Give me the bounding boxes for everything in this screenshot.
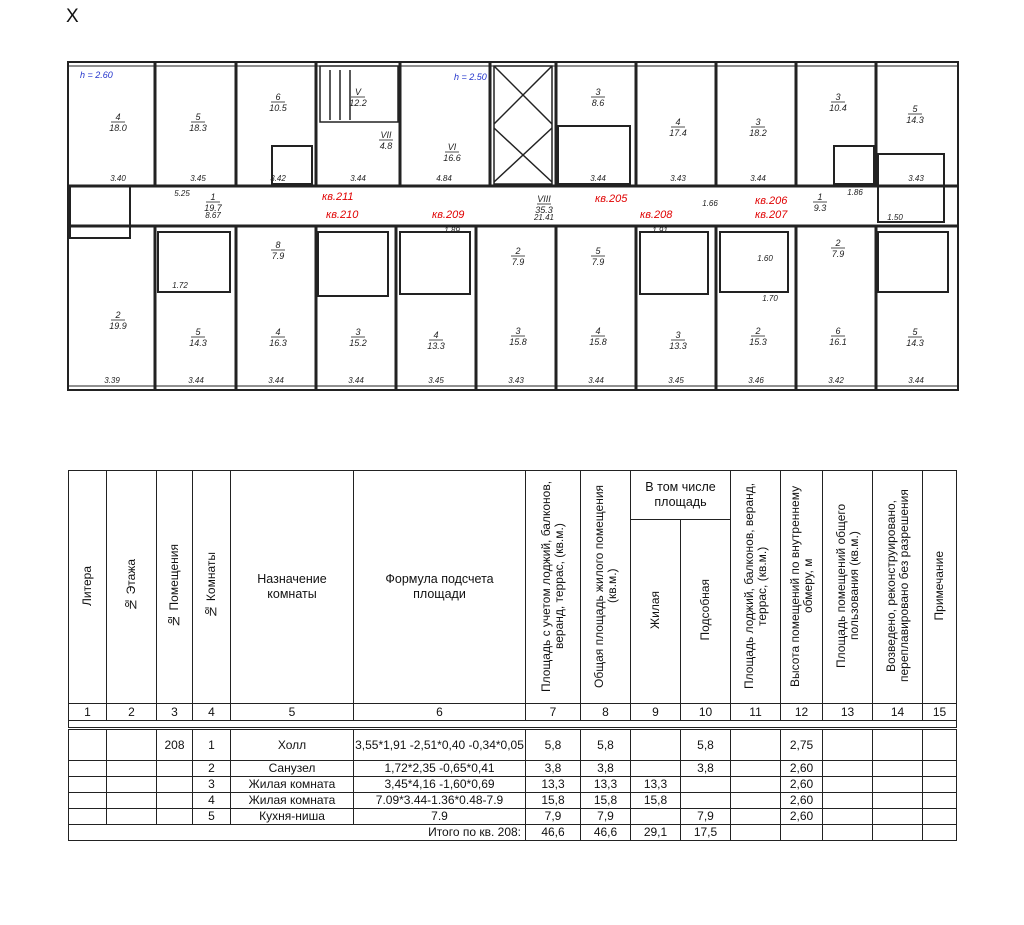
room-purpose-cell: Кухня-ниша [231,809,354,825]
room-number-label: 6 [275,92,281,102]
dimension-label: 21.41 [533,213,555,222]
room-area-label: 15.8 [509,337,527,347]
dimension-label: 3.44 [590,174,606,183]
dimension-label: 3.45 [668,376,684,385]
room-area-label: 19.9 [109,321,127,331]
aux-area-sum: 17,5 [681,825,731,841]
stair-elevator [320,66,552,184]
room-number-label: 5 [912,104,918,114]
area-table [68,470,957,841]
room-purpose-cell: Санузел [231,761,354,777]
room-purpose-cell: Жилая комната [231,793,354,809]
total-area-cell: 15,8 [526,793,581,809]
col-number: 4 [193,704,231,721]
general-area-cell: 3,8 [581,761,631,777]
dimension-label: 3.44 [268,376,284,385]
col-number: 3 [157,704,193,721]
apartment-label: кв.206 [755,195,788,207]
dimension-label: 3.46 [748,376,764,385]
height-cell: 2,60 [781,761,823,777]
general-area-cell: 5,8 [581,729,631,761]
room-area-label: 7.9 [271,251,285,261]
room-purpose-cell: Жилая комната [231,777,354,793]
room-area-label: 16.6 [443,153,461,163]
room-number-label: VIII [537,194,551,204]
height-cell: 2,60 [781,793,823,809]
room-number-label: 5 [195,112,201,122]
room-number-label: 3 [835,92,841,102]
table-row [69,761,957,777]
room-area-label: 14.3 [906,115,924,125]
table-total-row [69,825,957,841]
room-area-label: 13.3 [669,341,687,351]
room-number-cell: 4 [193,793,231,809]
total-area-cell: 13,3 [526,777,581,793]
room-number-label: 3 [595,87,601,97]
col-number: 11 [731,704,781,721]
aux-area-cell [681,777,731,793]
col-number: 8 [581,704,631,721]
total-area-cell: 5,8 [526,729,581,761]
dimension-label: 1.70 [762,294,778,303]
formula-cell: 1,72*2,35 -0,65*0,41 [354,761,526,777]
col-number: 9 [631,704,681,721]
total-label: Итого по кв. 208: [69,825,526,841]
header-purpose: Назначение комнаты [257,572,327,601]
dimension-label: 1.86 [847,188,863,197]
header-common-area: Площадь помещений общего пользования (кв.м.) [833,503,861,668]
room-number-label: 3 [515,326,521,336]
room-number-label: 2 [835,238,841,248]
dimension-label: 3.39 [104,376,120,385]
room-area-label: 35.3 [535,205,553,215]
room-number-label: 4 [595,326,601,336]
dimension-label: 1.50 [887,213,903,222]
room-number-label: 3 [355,327,361,337]
plan-height-label: h = 2.50 [454,72,487,82]
col-number: 6 [354,704,526,721]
dimension-label: 3.43 [908,174,924,183]
dimension-label: 5.25 [174,189,190,198]
floor-plan [0,0,1024,400]
apartment-label: кв.209 [432,209,465,221]
dimension-label: 3.44 [750,174,766,183]
header-general-area: Общая площадь жилого помещения (кв.м.) [591,483,619,688]
room-area-label: 18.0 [109,123,127,133]
dimension-label: 1.66 [702,199,718,208]
dimension-label: 3.42 [270,174,286,183]
room-area-label: 19.7 [204,203,222,213]
room-area-label: 12.2 [349,98,367,108]
header-total-area: Площадь с учетом лоджий, балконов, веранд, террас, (кв.м.) [539,479,566,692]
dimension-label: 3.44 [348,376,364,385]
formula-cell: 7.9 [354,809,526,825]
dimension-label: 1.72 [172,281,188,290]
room-number-label: 4 [675,117,681,127]
col-number: 2 [107,704,157,721]
loggia-area-cell [731,729,781,761]
header-premises: № Помещения [167,543,181,628]
apartment-label: кв.208 [640,209,673,221]
dimension-label: 1.91 [652,226,668,235]
dimension-label: 4.84 [436,174,452,183]
apartment-label: кв.207 [755,209,788,221]
room-area-label: 18.3 [189,123,207,133]
room-number-cell: 2 [193,761,231,777]
dimension-label: 1.60 [757,254,773,263]
general-area-cell: 15,8 [581,793,631,809]
header-including-group: В том числе площадь [645,480,716,509]
total-area-cell: 7,9 [526,809,581,825]
room-area-label: 7.9 [511,257,525,267]
height-cell: 2,75 [781,729,823,761]
room-number-label: 3 [675,330,681,340]
aux-area-cell: 7,9 [681,809,731,825]
apartment-number-cell: 208 [157,729,193,761]
header-unauthorized: Возведено, реконструировано, переплавировано без разрешения [883,489,911,682]
aux-area-cell: 5,8 [681,729,731,761]
room-area-label: 4.8 [379,141,393,151]
dimension-label: 3.45 [428,376,444,385]
loggia-area-cell [731,761,781,777]
loggia-area-cell [731,777,781,793]
header-room-number: № Комнаты [204,552,218,619]
aux-area-cell [681,793,731,809]
dimension-label: 3.40 [110,174,126,183]
room-area-label: 8.6 [591,98,605,108]
room-number-label: 5 [195,327,201,337]
living-area-cell: 15,8 [631,793,681,809]
room-number-label: 5 [912,327,918,337]
room-number-label: 2 [515,246,521,256]
general-area-sum: 46,6 [581,825,631,841]
room-area-label: 15.8 [589,337,607,347]
room-number-label: 2 [755,326,761,336]
header-note: Примечание [932,550,947,621]
loggia-area-cell [731,809,781,825]
room-number-cell: 5 [193,809,231,825]
room-number-label: 2 [115,310,121,320]
height-cell: 2,60 [781,809,823,825]
room-purpose-cell: Холл [231,729,354,761]
room-area-label: 16.1 [829,337,847,347]
header-auxiliary: Подсобная [698,579,712,641]
room-number-label: 4 [433,330,439,340]
room-number-label: 4 [275,327,281,337]
formula-cell: 3,55*1,91 -2,51*0,40 -0,34*0,05 [354,729,526,761]
apartment-label: кв.210 [326,209,359,221]
apartment-label: кв.205 [595,193,628,205]
formula-cell: 3,45*4,16 -1,60*0,69 [354,777,526,793]
room-area-label: 7.9 [591,257,605,267]
height-cell: 2,60 [781,777,823,793]
dimension-label: 3.42 [828,376,844,385]
living-area-cell [631,761,681,777]
general-area-cell: 7,9 [581,809,631,825]
room-number-label: 1 [210,192,216,202]
total-area-sum: 46,6 [526,825,581,841]
room-number-label: VI [447,142,457,152]
dimension-label: 3.43 [508,376,524,385]
header-living: Жилая [648,591,662,629]
general-area-cell: 13,3 [581,777,631,793]
dimension-label: 3.44 [350,174,366,183]
living-area-cell [631,729,681,761]
room-number-cell: 3 [193,777,231,793]
room-area-label: 17.4 [669,128,687,138]
room-area-label: 18.2 [749,128,767,138]
room-number-label: 5 [595,246,601,256]
dimension-label: 3.44 [908,376,924,385]
living-area-cell: 13,3 [631,777,681,793]
col-number: 12 [781,704,823,721]
col-number: 15 [923,704,957,721]
room-area-label: 16.3 [269,338,287,348]
loggia-area-cell [731,793,781,809]
col-number: 1 [69,704,107,721]
room-number-label: 8 [275,240,281,250]
header-height: Высота помещений по внутреннему обмеру, м [787,484,815,687]
dimension-label: 8.67 [205,211,221,220]
room-number-label: VII [380,130,392,140]
header-litera: Литера [80,565,94,606]
dimension-label: 3.44 [588,376,604,385]
room-area-label: 14.3 [189,338,207,348]
dimension-label: 3.44 [188,376,204,385]
header-floor: № Этажа [124,559,138,612]
room-area-label: 9.3 [813,203,827,213]
room-number-label: 4 [115,112,121,122]
total-area-cell: 3,8 [526,761,581,777]
room-number-label: 6 [835,326,841,336]
col-number: 13 [823,704,873,721]
room-number-cell: 1 [193,729,231,761]
dimension-label: 1.89 [444,226,460,235]
room-number-label: 3 [755,117,761,127]
table-row [69,777,957,793]
apartment-label: кв.211 [322,191,354,203]
room-area-label: 10.4 [829,103,847,113]
dimension-label: 3.43 [670,174,686,183]
table-row [69,793,957,809]
room-area-label: 14.3 [906,338,924,348]
corner-x-mark: X [66,6,79,27]
col-number: 14 [873,704,923,721]
living-area-cell [631,809,681,825]
room-number-label: 1 [817,192,823,202]
col-number: 10 [681,704,731,721]
col-number: 7 [526,704,581,721]
plan-height-label: h = 2.60 [80,70,113,80]
header-loggia-area: Площадь лоджий, балконов, веранд, террас, (кв.м.) [741,482,769,689]
room-area-label: 7.9 [831,249,845,259]
room-area-label: 10.5 [269,103,287,113]
living-area-sum: 29,1 [631,825,681,841]
table-row [69,729,957,761]
room-area-label: 13.3 [427,341,445,351]
room-area-label: 15.3 [749,337,767,347]
formula-cell: 7.09*3.44-1.36*0.48-7.9 [354,793,526,809]
room-area-label: 15.2 [349,338,367,348]
aux-area-cell: 3,8 [681,761,731,777]
table-row [69,809,957,825]
header-formula: Формула подсчета площади [385,572,494,601]
room-number-label: V [354,87,362,97]
dimension-label: 3.45 [190,174,206,183]
col-number: 5 [231,704,354,721]
